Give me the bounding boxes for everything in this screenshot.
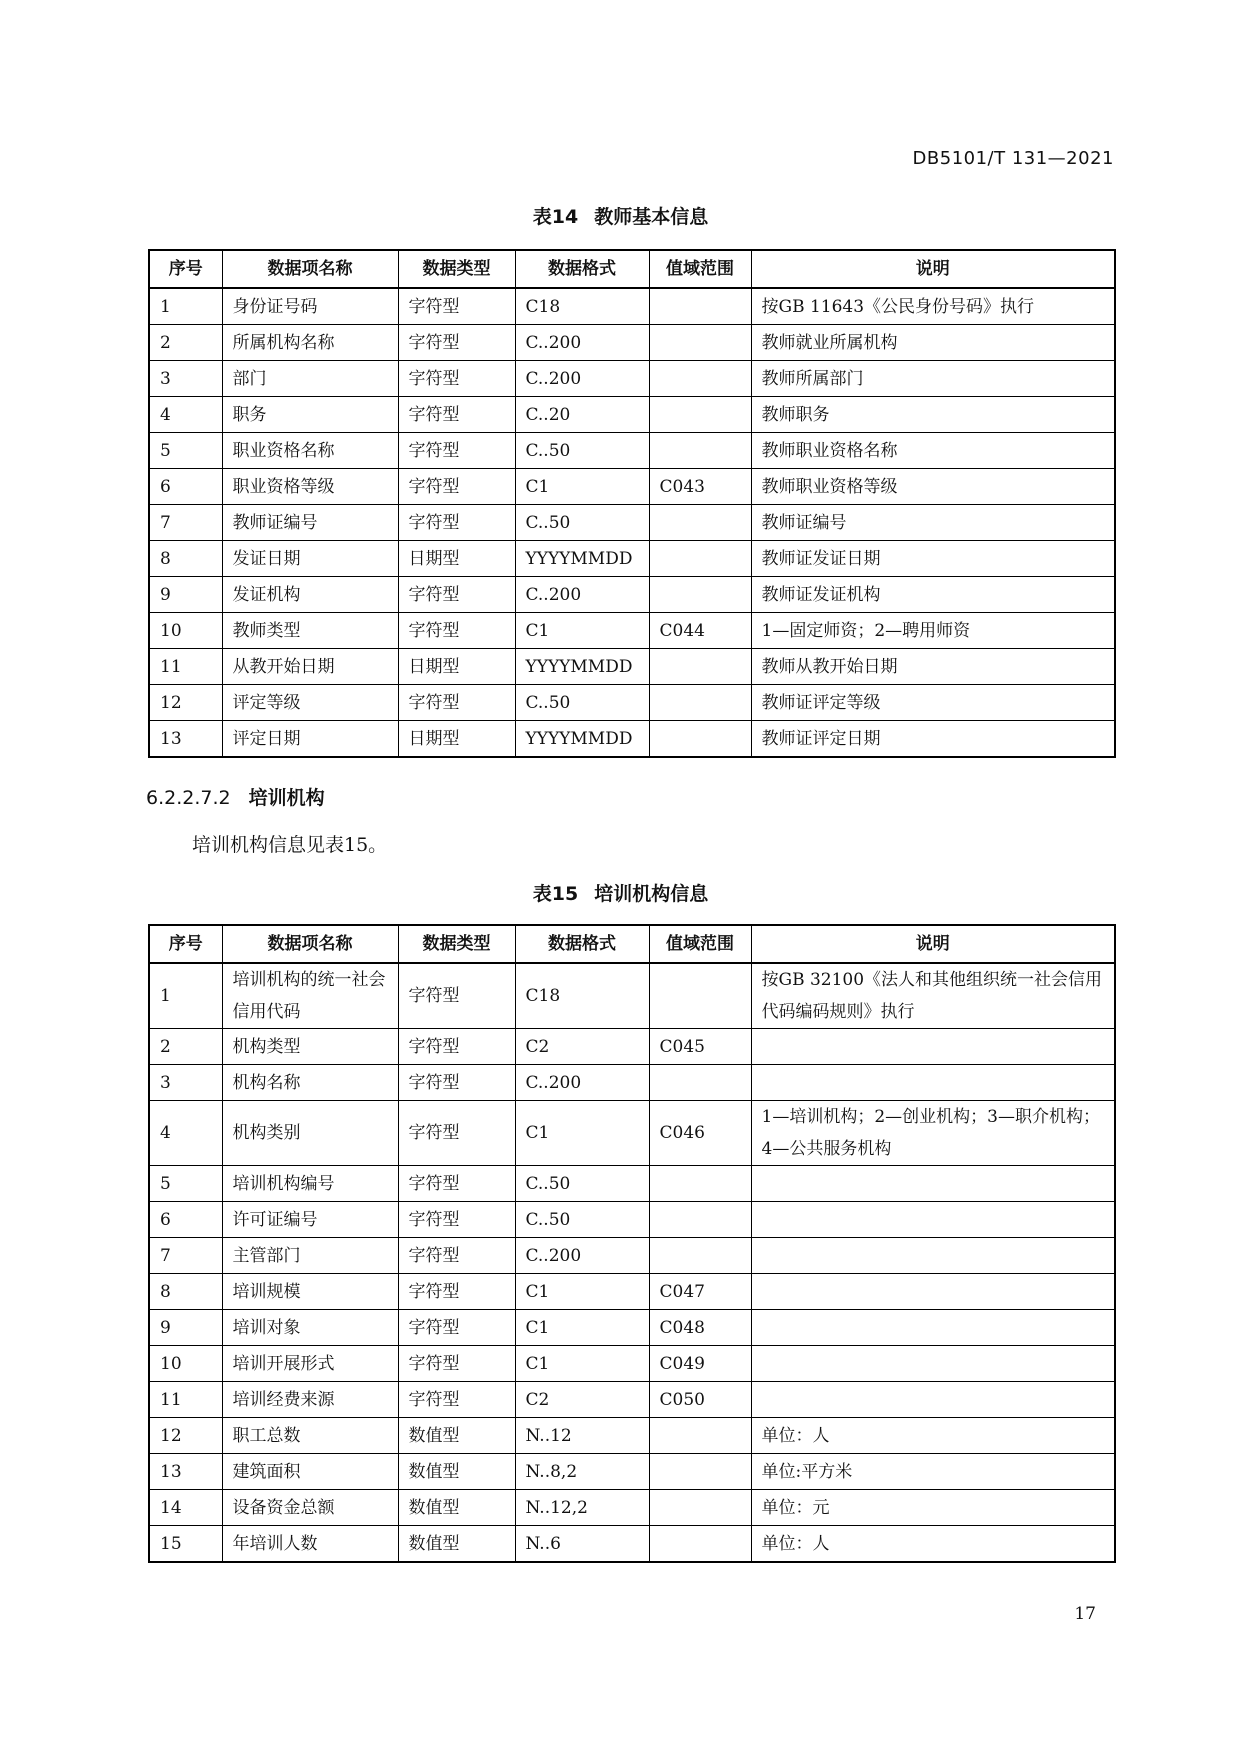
cell-index: 8 bbox=[149, 1274, 222, 1310]
cell-data-format: YYYYMMDD bbox=[515, 649, 649, 685]
cell-data-type: 字符型 bbox=[398, 397, 515, 433]
cell-index: 13 bbox=[149, 721, 222, 758]
cell-data-format: YYYYMMDD bbox=[515, 541, 649, 577]
cell-data-type: 字符型 bbox=[398, 1166, 515, 1202]
cell-description: 按GB 32100《法人和其他组织统一社会信用代码编码规则》执行 bbox=[751, 963, 1115, 1029]
table14 bbox=[148, 249, 1116, 758]
cell-description: 单位：元 bbox=[751, 1490, 1115, 1526]
cell-data-format: C18 bbox=[515, 963, 649, 1029]
table-row bbox=[149, 541, 1115, 577]
cell-item-name: 评定日期 bbox=[222, 721, 398, 758]
cell-value-range bbox=[649, 577, 751, 613]
cell-data-format: C2 bbox=[515, 1029, 649, 1065]
cell-item-name: 部门 bbox=[222, 361, 398, 397]
cell-data-type: 日期型 bbox=[398, 649, 515, 685]
cell-description bbox=[751, 1238, 1115, 1274]
cell-index: 13 bbox=[149, 1454, 222, 1490]
table-row bbox=[149, 1029, 1115, 1065]
cell-description: 教师职业资格名称 bbox=[751, 433, 1115, 469]
cell-index: 3 bbox=[149, 1065, 222, 1101]
cell-index: 7 bbox=[149, 1238, 222, 1274]
cell-item-name: 建筑面积 bbox=[222, 1454, 398, 1490]
cell-index: 1 bbox=[149, 963, 222, 1029]
cell-data-type: 字符型 bbox=[398, 1346, 515, 1382]
cell-description: 教师证发证日期 bbox=[751, 541, 1115, 577]
cell-data-type: 数值型 bbox=[398, 1490, 515, 1526]
cell-item-name: 培训规模 bbox=[222, 1274, 398, 1310]
table-header-row bbox=[149, 250, 1115, 288]
cell-data-type: 字符型 bbox=[398, 1382, 515, 1418]
cell-item-name: 从教开始日期 bbox=[222, 649, 398, 685]
cell-description bbox=[751, 1166, 1115, 1202]
cell-value-range bbox=[649, 288, 751, 325]
table-row bbox=[149, 1101, 1115, 1166]
table-row bbox=[149, 1274, 1115, 1310]
cell-item-name: 职业资格名称 bbox=[222, 433, 398, 469]
cell-item-name: 职务 bbox=[222, 397, 398, 433]
cell-value-range bbox=[649, 433, 751, 469]
page-number: 17 bbox=[1074, 1604, 1096, 1624]
cell-data-type: 字符型 bbox=[398, 433, 515, 469]
cell-description: 按GB 11643《公民身份号码》执行 bbox=[751, 288, 1115, 325]
col-header-value-range: 值域范围 bbox=[649, 250, 751, 288]
cell-index: 11 bbox=[149, 1382, 222, 1418]
cell-data-format: C1 bbox=[515, 1346, 649, 1382]
table-row bbox=[149, 1202, 1115, 1238]
cell-value-range bbox=[649, 1065, 751, 1101]
document-code: DB5101/T 131—2021 bbox=[912, 148, 1114, 169]
cell-data-format: C1 bbox=[515, 1310, 649, 1346]
col-header-description: 说明 bbox=[751, 925, 1115, 963]
cell-data-format: C..200 bbox=[515, 577, 649, 613]
cell-data-type: 数值型 bbox=[398, 1418, 515, 1454]
cell-value-range bbox=[649, 1418, 751, 1454]
cell-value-range bbox=[649, 1238, 751, 1274]
cell-item-name: 机构名称 bbox=[222, 1065, 398, 1101]
table14-title: 教师基本信息 bbox=[594, 206, 709, 228]
cell-item-name: 职业资格等级 bbox=[222, 469, 398, 505]
cell-description: 1—培训机构；2—创业机构；3—职介机构；4—公共服务机构 bbox=[751, 1101, 1115, 1166]
cell-description: 教师职业资格等级 bbox=[751, 469, 1115, 505]
table-row bbox=[149, 505, 1115, 541]
table-row bbox=[149, 433, 1115, 469]
section-heading bbox=[146, 783, 325, 810]
cell-item-name: 职工总数 bbox=[222, 1418, 398, 1454]
col-header-description: 说明 bbox=[751, 250, 1115, 288]
cell-item-name: 机构类别 bbox=[222, 1101, 398, 1166]
col-header-data-type: 数据类型 bbox=[398, 250, 515, 288]
cell-value-range: C049 bbox=[649, 1346, 751, 1382]
cell-data-format: C..200 bbox=[515, 361, 649, 397]
cell-index: 11 bbox=[149, 649, 222, 685]
cell-data-type: 字符型 bbox=[398, 613, 515, 649]
cell-data-format: C1 bbox=[515, 1101, 649, 1166]
table15-caption bbox=[0, 879, 1241, 906]
cell-value-range: C050 bbox=[649, 1382, 751, 1418]
cell-item-name: 发证机构 bbox=[222, 577, 398, 613]
cell-data-type: 字符型 bbox=[398, 685, 515, 721]
cell-data-format: C..200 bbox=[515, 325, 649, 361]
cell-item-name: 教师证编号 bbox=[222, 505, 398, 541]
cell-index: 2 bbox=[149, 325, 222, 361]
cell-item-name: 培训机构编号 bbox=[222, 1166, 398, 1202]
cell-data-format: C..50 bbox=[515, 685, 649, 721]
cell-data-type: 字符型 bbox=[398, 505, 515, 541]
cell-value-range bbox=[649, 541, 751, 577]
cell-description: 教师职务 bbox=[751, 397, 1115, 433]
table-row bbox=[149, 721, 1115, 758]
cell-item-name: 所属机构名称 bbox=[222, 325, 398, 361]
cell-data-type: 字符型 bbox=[398, 1029, 515, 1065]
cell-description: 单位：人 bbox=[751, 1526, 1115, 1563]
table-row bbox=[149, 649, 1115, 685]
cell-value-range bbox=[649, 505, 751, 541]
table-row bbox=[149, 1454, 1115, 1490]
cell-data-format: C..200 bbox=[515, 1238, 649, 1274]
cell-value-range bbox=[649, 1202, 751, 1238]
cell-index: 6 bbox=[149, 469, 222, 505]
cell-description bbox=[751, 1029, 1115, 1065]
cell-value-range: C045 bbox=[649, 1029, 751, 1065]
cell-value-range bbox=[649, 1490, 751, 1526]
cell-item-name: 设备资金总额 bbox=[222, 1490, 398, 1526]
cell-value-range: C043 bbox=[649, 469, 751, 505]
cell-value-range bbox=[649, 1526, 751, 1563]
cell-value-range bbox=[649, 361, 751, 397]
cell-data-format: C..50 bbox=[515, 433, 649, 469]
table-row bbox=[149, 397, 1115, 433]
table-row bbox=[149, 1065, 1115, 1101]
cell-data-format: C2 bbox=[515, 1382, 649, 1418]
col-header-item-name: 数据项名称 bbox=[222, 925, 398, 963]
table15 bbox=[148, 924, 1116, 1563]
cell-description bbox=[751, 1310, 1115, 1346]
cell-description: 1—固定师资；2—聘用师资 bbox=[751, 613, 1115, 649]
cell-item-name: 主管部门 bbox=[222, 1238, 398, 1274]
cell-description: 教师证发证机构 bbox=[751, 577, 1115, 613]
table-row bbox=[149, 361, 1115, 397]
cell-index: 10 bbox=[149, 613, 222, 649]
cell-data-format: C18 bbox=[515, 288, 649, 325]
table15-number: 表15 bbox=[532, 883, 579, 905]
cell-data-format: YYYYMMDD bbox=[515, 721, 649, 758]
table-row bbox=[149, 288, 1115, 325]
cell-data-type: 字符型 bbox=[398, 577, 515, 613]
table15-title: 培训机构信息 bbox=[594, 883, 709, 905]
cell-item-name: 评定等级 bbox=[222, 685, 398, 721]
col-header-data-format: 数据格式 bbox=[515, 925, 649, 963]
cell-data-format: N..12,2 bbox=[515, 1490, 649, 1526]
table-row bbox=[149, 685, 1115, 721]
table-row bbox=[149, 1526, 1115, 1563]
cell-value-range: C044 bbox=[649, 613, 751, 649]
cell-index: 6 bbox=[149, 1202, 222, 1238]
col-header-index: 序号 bbox=[149, 250, 222, 288]
col-header-item-name: 数据项名称 bbox=[222, 250, 398, 288]
cell-description: 教师证评定等级 bbox=[751, 685, 1115, 721]
cell-data-format: C..200 bbox=[515, 1065, 649, 1101]
cell-data-type: 字符型 bbox=[398, 963, 515, 1029]
cell-data-type: 字符型 bbox=[398, 1238, 515, 1274]
cell-data-type: 日期型 bbox=[398, 721, 515, 758]
cell-data-type: 字符型 bbox=[398, 1274, 515, 1310]
cell-item-name: 年培训人数 bbox=[222, 1526, 398, 1563]
table-row bbox=[149, 1418, 1115, 1454]
table-row bbox=[149, 577, 1115, 613]
cell-item-name: 培训经费来源 bbox=[222, 1382, 398, 1418]
cell-data-format: C..20 bbox=[515, 397, 649, 433]
cell-description: 教师所属部门 bbox=[751, 361, 1115, 397]
col-header-index: 序号 bbox=[149, 925, 222, 963]
table-row bbox=[149, 613, 1115, 649]
cell-value-range bbox=[649, 963, 751, 1029]
col-header-data-type: 数据类型 bbox=[398, 925, 515, 963]
cell-data-format: C..50 bbox=[515, 1202, 649, 1238]
cell-index: 1 bbox=[149, 288, 222, 325]
cell-data-type: 字符型 bbox=[398, 1065, 515, 1101]
cell-index: 5 bbox=[149, 433, 222, 469]
cell-value-range: C046 bbox=[649, 1101, 751, 1166]
cell-value-range bbox=[649, 721, 751, 758]
cell-value-range: C048 bbox=[649, 1310, 751, 1346]
cell-value-range: C047 bbox=[649, 1274, 751, 1310]
cell-item-name: 发证日期 bbox=[222, 541, 398, 577]
cell-data-type: 数值型 bbox=[398, 1526, 515, 1563]
cell-value-range bbox=[649, 649, 751, 685]
table-row bbox=[149, 963, 1115, 1029]
cell-index: 10 bbox=[149, 1346, 222, 1382]
cell-data-format: N..12 bbox=[515, 1418, 649, 1454]
cell-description: 教师就业所属机构 bbox=[751, 325, 1115, 361]
cell-data-format: N..6 bbox=[515, 1526, 649, 1563]
cell-data-format: C1 bbox=[515, 1274, 649, 1310]
table-row bbox=[149, 325, 1115, 361]
cell-description bbox=[751, 1065, 1115, 1101]
section-title: 培训机构 bbox=[248, 787, 325, 809]
cell-item-name: 教师类型 bbox=[222, 613, 398, 649]
cell-value-range bbox=[649, 1166, 751, 1202]
cell-item-name: 培训对象 bbox=[222, 1310, 398, 1346]
cell-data-format: C1 bbox=[515, 469, 649, 505]
cell-data-type: 数值型 bbox=[398, 1454, 515, 1490]
cell-data-type: 字符型 bbox=[398, 1101, 515, 1166]
cell-value-range bbox=[649, 685, 751, 721]
cell-description bbox=[751, 1274, 1115, 1310]
cell-index: 8 bbox=[149, 541, 222, 577]
table-row bbox=[149, 1238, 1115, 1274]
cell-index: 5 bbox=[149, 1166, 222, 1202]
cell-description: 教师证编号 bbox=[751, 505, 1115, 541]
cell-index: 4 bbox=[149, 1101, 222, 1166]
cell-data-type: 字符型 bbox=[398, 1310, 515, 1346]
cell-item-name: 机构类型 bbox=[222, 1029, 398, 1065]
cell-data-format: N..8,2 bbox=[515, 1454, 649, 1490]
table14-caption bbox=[0, 202, 1241, 229]
cell-description: 单位：人 bbox=[751, 1418, 1115, 1454]
cell-index: 12 bbox=[149, 1418, 222, 1454]
table-row bbox=[149, 1166, 1115, 1202]
cell-data-type: 字符型 bbox=[398, 1202, 515, 1238]
cell-data-type: 日期型 bbox=[398, 541, 515, 577]
cell-index: 15 bbox=[149, 1526, 222, 1563]
cell-description bbox=[751, 1382, 1115, 1418]
cell-index: 4 bbox=[149, 397, 222, 433]
cell-value-range bbox=[649, 1454, 751, 1490]
cell-data-type: 字符型 bbox=[398, 469, 515, 505]
col-header-value-range: 值域范围 bbox=[649, 925, 751, 963]
cell-index: 9 bbox=[149, 1310, 222, 1346]
cell-item-name: 身份证号码 bbox=[222, 288, 398, 325]
cell-data-type: 字符型 bbox=[398, 288, 515, 325]
table-row bbox=[149, 1490, 1115, 1526]
cell-description bbox=[751, 1202, 1115, 1238]
cell-index: 12 bbox=[149, 685, 222, 721]
cell-data-type: 字符型 bbox=[398, 361, 515, 397]
cell-index: 7 bbox=[149, 505, 222, 541]
cell-value-range bbox=[649, 397, 751, 433]
cell-index: 9 bbox=[149, 577, 222, 613]
cell-item-name: 许可证编号 bbox=[222, 1202, 398, 1238]
cell-data-format: C1 bbox=[515, 613, 649, 649]
cell-item-name: 培训机构的统一社会信用代码 bbox=[222, 963, 398, 1029]
cell-item-name: 培训开展形式 bbox=[222, 1346, 398, 1382]
cell-index: 2 bbox=[149, 1029, 222, 1065]
table-header-row bbox=[149, 925, 1115, 963]
table14-number: 表14 bbox=[532, 206, 579, 228]
col-header-data-format: 数据格式 bbox=[515, 250, 649, 288]
cell-index: 14 bbox=[149, 1490, 222, 1526]
cell-description: 单位:平方米 bbox=[751, 1454, 1115, 1490]
table-row bbox=[149, 469, 1115, 505]
cell-data-format: C..50 bbox=[515, 505, 649, 541]
section-number: 6.2.2.7.2 bbox=[146, 787, 231, 809]
body-paragraph: 培训机构信息见表15。 bbox=[192, 834, 388, 856]
cell-description bbox=[751, 1346, 1115, 1382]
cell-data-type: 字符型 bbox=[398, 325, 515, 361]
table-row bbox=[149, 1310, 1115, 1346]
table-row bbox=[149, 1346, 1115, 1382]
cell-description: 教师证评定日期 bbox=[751, 721, 1115, 758]
table-row bbox=[149, 1382, 1115, 1418]
cell-value-range bbox=[649, 325, 751, 361]
cell-description: 教师从教开始日期 bbox=[751, 649, 1115, 685]
cell-data-format: C..50 bbox=[515, 1166, 649, 1202]
cell-index: 3 bbox=[149, 361, 222, 397]
